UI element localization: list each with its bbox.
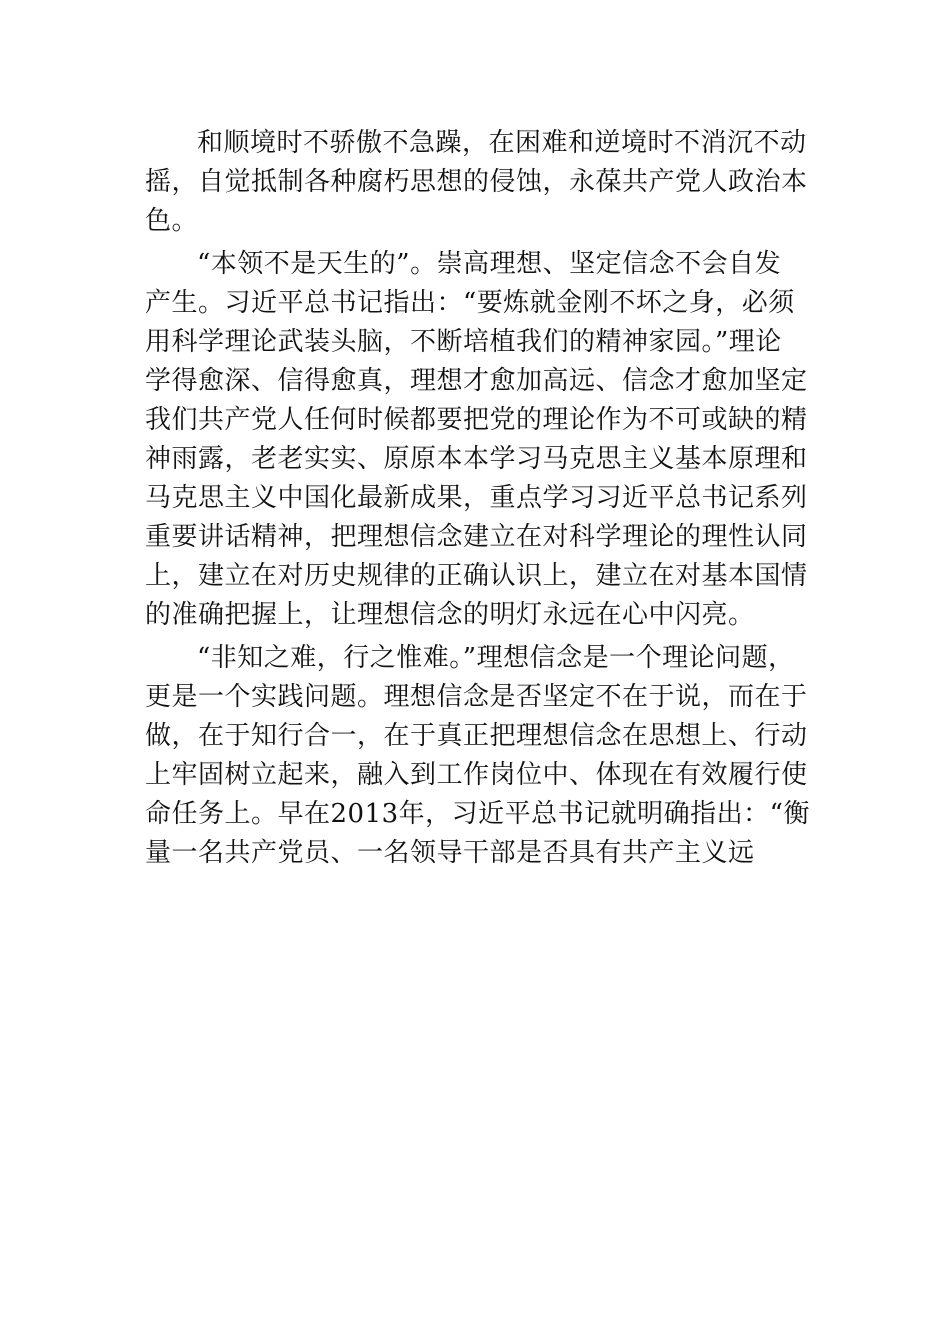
text-line: 上，建立在对历史规律的正确认识上，建立在对基本国情: [145, 561, 808, 591]
body-text: [145, 124, 835, 873]
text-line: 摇，自觉抵制各种腐朽思想的侵蚀，永葆共产党人政治本: [145, 167, 808, 197]
text-line: 用科学理论武装头脑，不断培植我们的精神家园。”理论: [145, 327, 782, 357]
text-line: 产生。习近平总书记指出：“要炼就金刚不坏之身，必须: [145, 288, 795, 318]
text-line: 更是一个实践问题。理想信念是否坚定不在于说，而在于: [145, 682, 808, 712]
text-line: 重要讲话精神，把理想信念建立在对科学理论的理性认同: [145, 522, 808, 552]
paragraph-2: [145, 245, 835, 635]
text-line: 我们共产党人任何时候都要把党的理论作为不可或缺的精: [145, 405, 808, 435]
text-line: 命任务上。早在2013年，习近平总书记就明确指出：“衡: [145, 799, 810, 829]
paragraph-1: [145, 124, 835, 241]
paragraph-3: [145, 639, 835, 873]
text-line: “本领不是天生的”。崇高理想、坚定信念不会自发: [197, 249, 782, 279]
text-line: 马克思主义中国化最新成果，重点学习习近平总书记系列: [145, 483, 808, 513]
text-line: 神雨露，老老实实、原原本本学习马克思主义基本原理和: [145, 444, 808, 474]
text-line: 学得愈深、信得愈真，理想才愈加高远、信念才愈加坚定: [145, 366, 808, 396]
text-line: 和顺境时不骄傲不急躁，在困难和逆境时不消沉不动: [197, 128, 807, 158]
text-line: 做，在于知行合一，在于真正把理想信念在思想上、行动: [145, 721, 808, 751]
text-line: 量一名共产党员、一名领导干部是否具有共产主义远: [145, 838, 755, 868]
text-line: “非知之难，行之惟难。”理想信念是一个理论问题，: [197, 643, 795, 673]
text-line: 的准确把握上，让理想信念的明灯永远在心中闪亮。: [145, 600, 755, 630]
text-line: 色。: [145, 206, 199, 236]
text-line: 上牢固树立起来，融入到工作岗位中、体现在有效履行使: [145, 760, 808, 790]
